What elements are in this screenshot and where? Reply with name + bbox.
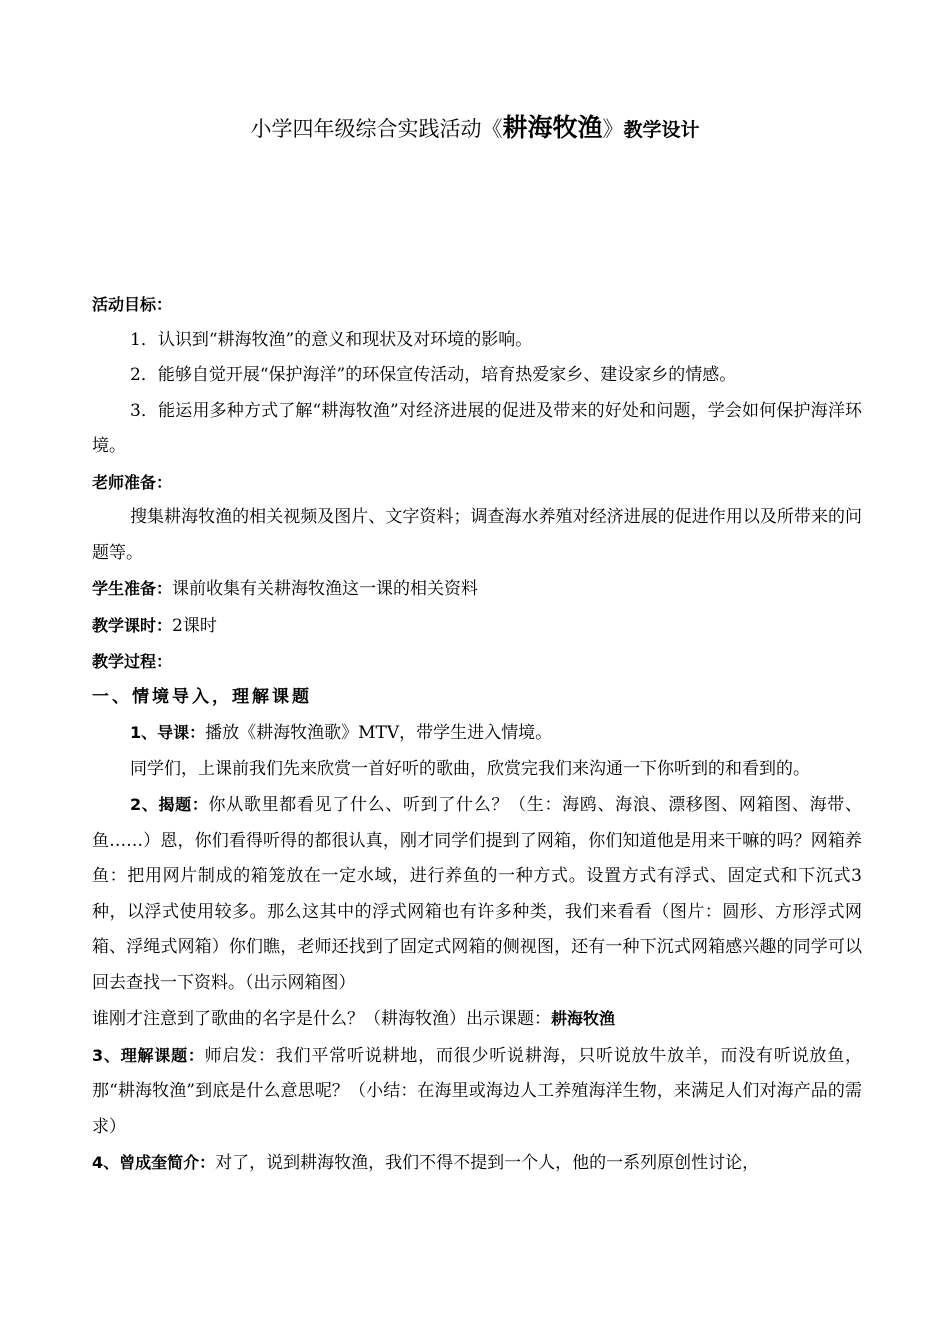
step-1-text: 播放《耕海牧渔歌》MTV，带学生进入情境。 [205, 723, 553, 743]
objective-item: 2．能够自觉开展“保护海洋”的环保宣传活动，培育热爱家乡、建设家乡的情感。 [130, 365, 737, 385]
title-suffix: 》 [602, 117, 624, 141]
objectives-heading: 活动目标： [92, 295, 173, 314]
class-hours-line [92, 608, 862, 645]
step-4 [92, 1145, 862, 1182]
step-3-label: 3、理解课题： [92, 1045, 205, 1065]
section-heading: 一、情境导入，理解课题 [92, 686, 312, 707]
title-prefix: 小学四年级综合实践活动《 [250, 117, 503, 141]
step-1-label: 1、导课： [130, 723, 206, 742]
teacher-prep-text: 搜集耕海牧渔的相关视频及图片、文字资料；调查海水养殖对经济进展的促进作用以及所带来的问题等。 [92, 507, 862, 563]
step-2-label: 2、揭题： [130, 795, 209, 814]
title-emphasis: 耕海牧渔 [502, 113, 603, 142]
teacher-prep-heading: 老师准备： [92, 472, 173, 492]
step-2-text: 你从歌里都看见了什么、听到了什么？（生：海鸥、海浪、漂移图、网箱图、海带、鱼……）恩，你们看得听得的都很认真，刚才同学们提到了网箱，你们知道他是用来干嘛的吗？网箱养鱼：把用网片制成的箱笼放在一定水域，进行养鱼的一种方式。设置方式有浮式、固定式和下沉式3种，以浮式使用较多。那么这其中的浮式网箱也有许多种类，我们来看看（图片：圆形、方形浮式网箱、浮绳式网箱）你们瞧，老师还找到了固定式网箱的侧视图，还有一种下沉式网箱感兴趣的同学可以回去查找一下资料。（出示网箱图） [92, 795, 862, 993]
title-tail: 教学设计 [623, 119, 700, 141]
step-3-text: 师启发：我们平常听说耕地，而很少听说耕海，只听说放牛放羊，而没有听说放鱼，那“耕海牧渔”到底是什么意思呢？（小结：在海里或海边人工养殖海洋生物，来满足人们对海产品的需求） [92, 1045, 863, 1137]
step-2 [92, 787, 862, 1001]
student-prep-text: 课前收集有关耕海牧渔这一课的相关资料 [172, 579, 479, 599]
document-title [0, 112, 950, 146]
step-2-tail-bold: 耕海牧渔 [551, 1009, 616, 1028]
objective-item: 3．能运用多种方式了解“耕海牧渔”对经济进展的促进及带来的好处和问题，学会如何保护海洋环境。 [92, 400, 862, 456]
step-1-paragraph: 同学们，上课前我们先来欣赏一首好听的歌曲，欣赏完我们来沟通一下你听到的和看到的。 [130, 758, 810, 779]
step-2-tail [92, 1001, 862, 1038]
step-4-text: 对了，说到耕海牧渔，我们不得不提到一个人，他的一系列原创性讨论， [215, 1153, 760, 1173]
step-4-label: 4、曾成奎简介： [92, 1153, 216, 1172]
class-hours-text: 2课时 [172, 615, 217, 636]
class-hours-label: 教学课时： [92, 615, 173, 635]
student-prep-line [92, 571, 862, 608]
objective-item: 1．认识到“耕海牧渔”的意义和现状及对环境的影响。 [130, 329, 533, 350]
step-3 [92, 1038, 862, 1146]
process-heading: 教学过程： [92, 652, 173, 671]
student-prep-label: 学生准备： [92, 579, 173, 598]
document-body [92, 287, 862, 1182]
step-1 [92, 715, 862, 752]
step-2-tail-text: 谁刚才注意到了歌曲的名字是什么？（耕海牧渔）出示课题： [92, 1009, 551, 1029]
